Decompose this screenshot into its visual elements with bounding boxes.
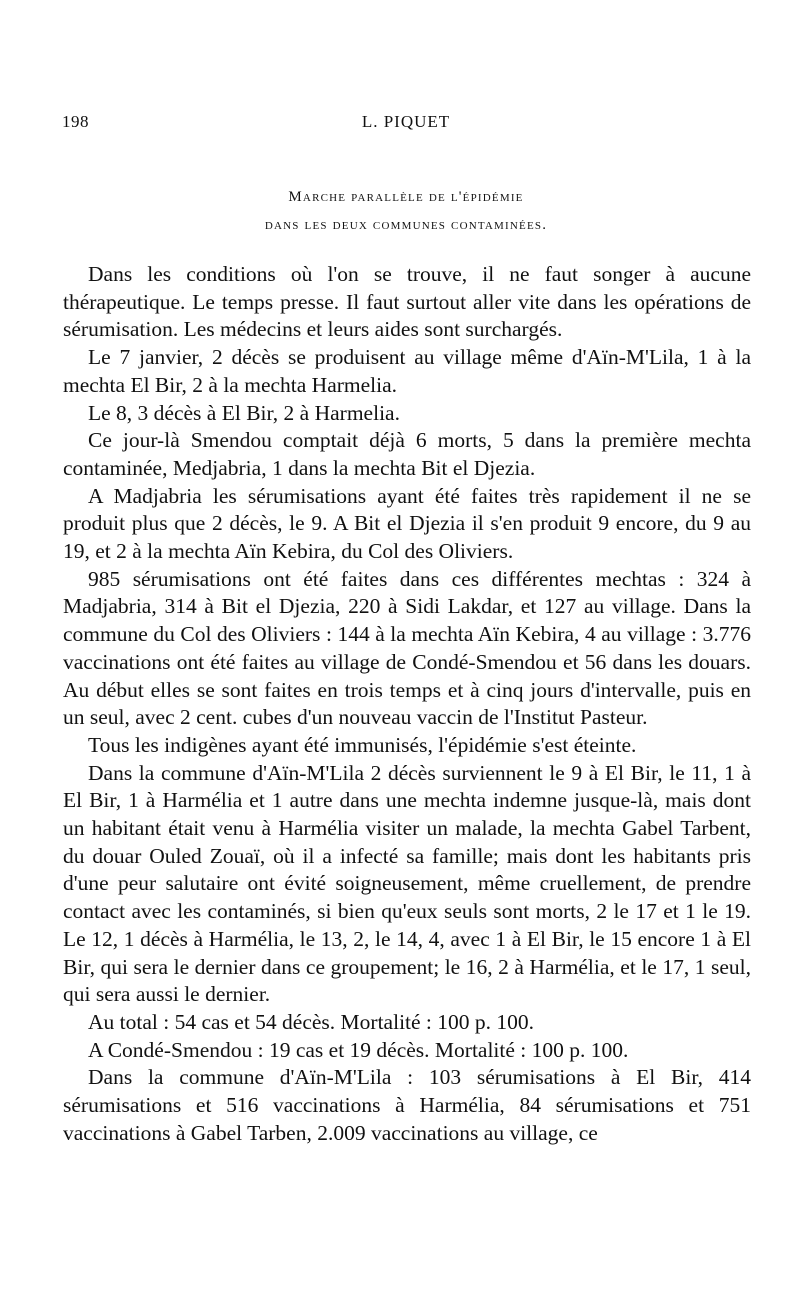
running-header-author: L. PIQUET — [361, 112, 451, 131]
paragraph: Ce jour-là Smendou comptait déjà 6 morts, 5 dans la première mechta contaminée, Medjabria, 1 dans la mechta Bit el Djezia. — [63, 428, 751, 480]
paragraph: A Madjabria les sérumisations ayant été faites très rapidement il ne se produit plus que 2 décès, le 9. A Bit el Djezia il s'en produit 9 encore, du 9 au 19, et 2 à la mechta Aïn Kebira, du Col des Oliviers. — [63, 483, 751, 564]
paragraph: Au total : 54 cas et 54 décès. Mortalité : 100 p. 100. — [88, 1009, 535, 1034]
paragraph: Le 7 janvier, 2 décès se produisent au village même d'Aïn-M'Lila, 1 à la mechta El Bir, 2 à la mechta Harmelia. — [63, 345, 751, 397]
section-title — [62, 183, 750, 239]
paragraph: Dans les conditions où l'on se trouve, il ne faut songer à aucune thérapeutique. Le temps presse. Il faut surtout aller vite dans les opérations de sérumisation. Les médecins et leurs aides sont surchargés. — [63, 262, 751, 342]
paragraph: 985 sérumisations ont été faites dans ces différentes mechtas : 324 à Madjabria, 314 à Bit el Djezia, 220 à Sidi Lakdar, et 127 au village. Dans la commune du Col des Oliviers : 144 à la mechta Aïn Kebira, 4 au village : 3.776 vaccinations ont été faites au village de Condé-Smendou et 56 dans les douars. Au début elles se sont faites en trois temps et à cinq jours d'intervalle, puis en un seul, avec 2 cent. cubes d'un nouveau vaccin de l'Institut Pasteur. — [63, 566, 751, 730]
paragraph: Dans la commune d'Aïn-M'Lila 2 décès surviennent le 9 à El Bir, le 11, 1 à El Bir, 1 à Harmélia et 1 autre dans une mechta indemne jusque-là, mais dont un habitant était venu à Harmélia visiter un malade, la mechta Gabel Tarbent, du douar Ouled Zouaï, où il a infecté sa famille; mais dont les habitants pris d'une peur salutaire ont évité soigneusement, même cruellement, de prendre contact avec les contaminés, si bien qu'eux seuls sont morts, 2 le 17 et 1 le 19. Le 12, 1 décès à Harmélia, le 13, 2, le 14, 4, avec 1 à El Bir, le 15 encore 1 à El Bir, qui sera le dernier dans ce groupement; le 16, 2 à Harmélia, et le 17, 1 seul, qui sera aussi le dernier. — [63, 760, 751, 1007]
section-title-line-1: Marche parallèle de l'épidémie — [288, 189, 524, 205]
paragraph: A Condé-Smendou : 19 cas et 19 décès. Mortalité : 100 p. 100. — [88, 1037, 629, 1062]
paragraph: Dans la commune d'Aïn-M'Lila : 103 sérumisations à El Bir, 414 sérumisations et 516 vaccinations à Harmélia, 84 sérumisations et 751 vaccinations à Gabel Tarben, 2.009 vaccinations au village, ce — [63, 1065, 751, 1145]
body-text — [63, 261, 751, 1148]
paragraph: Le 8, 3 décès à El Bir, 2 à Harmelia. — [88, 400, 400, 425]
section-title-line-2: dans les deux communes contaminées. — [264, 217, 548, 233]
running-header — [62, 112, 750, 136]
paragraph: Tous les indigènes ayant été immunisés, l'épidémie s'est éteinte. — [88, 732, 637, 757]
page-number: 198 — [62, 112, 89, 131]
